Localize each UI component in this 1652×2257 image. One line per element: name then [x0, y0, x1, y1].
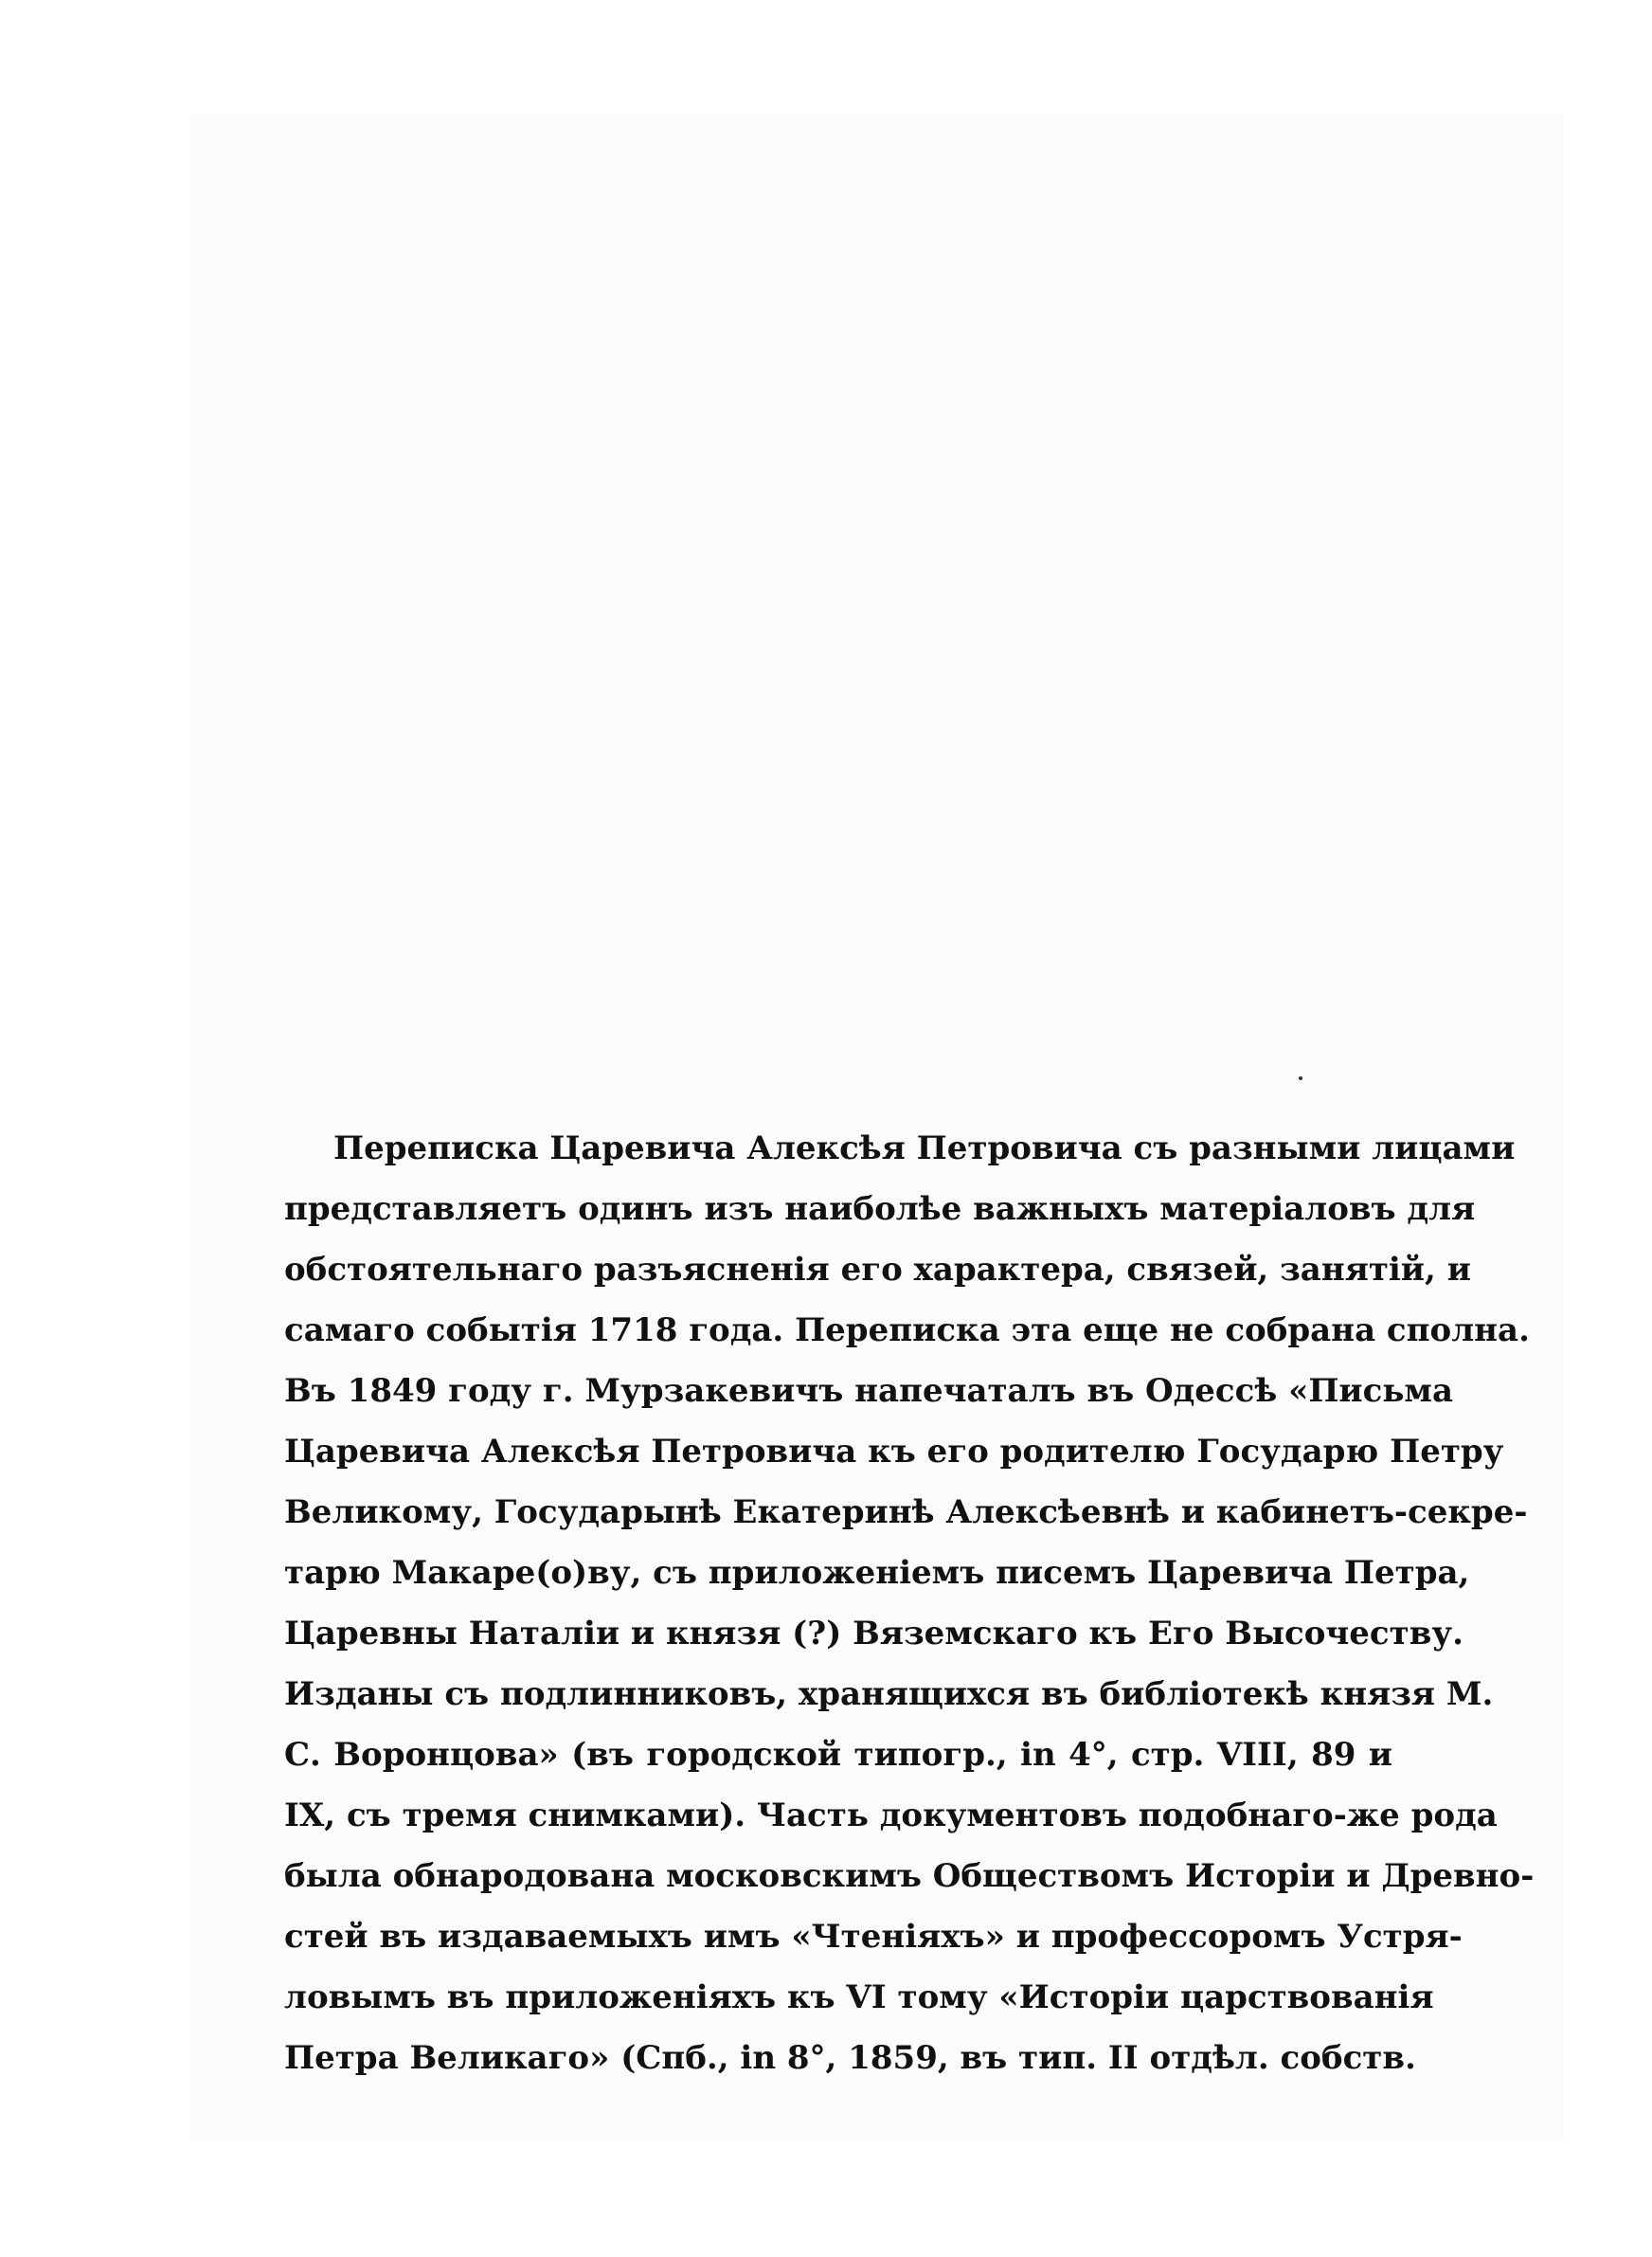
text-line: Царевича Алексѣя Петровича къ его родителю Государю Петру: [284, 1433, 1504, 1471]
text-line: была обнародована московскимъ Обществомъ Исторіи и Древно-: [284, 1857, 1535, 1895]
text-line: представляетъ одинъ изъ наиболѣе важныхъ матеріаловъ для: [284, 1190, 1476, 1228]
text-line: Царевны Наталіи и князя (?) Вяземскаго къ Его Высочеству.: [284, 1615, 1463, 1652]
text-line: С. Воронцова» (въ городской типогр., in 4°, стр. VIII, 89 и: [284, 1736, 1392, 1774]
text-line: тарю Макаре(о)ву, съ приложеніемъ писемъ Царевича Петра,: [284, 1554, 1470, 1592]
text-line: самаго событія 1718 года. Переписка эта еще не собрана сполна.: [284, 1311, 1530, 1349]
text-line: Изданы съ подлинниковъ, хранящихся въ библіотекѣ князя М.: [284, 1675, 1494, 1713]
text-line: Петра Великаго» (Спб., in 8°, 1859, въ тип. II отдѣл. собств.: [284, 2039, 1416, 2077]
text-line: Великому, Государынѣ Екатеринѣ Алексѣевнѣ и кабинетъ-секре-: [284, 1493, 1528, 1531]
text-line: ловымъ въ приложеніяхъ къ VI тому «Исторіи царствованія: [284, 1978, 1434, 2016]
text-line: стей въ издаваемыхъ имъ «Чтеніяхъ» и профессоромъ Устря-: [284, 1918, 1463, 1956]
body-paragraph: [284, 1118, 1535, 2088]
text-line: Въ 1849 году г. Мурзакевичъ напечаталъ въ Одессѣ «Письма: [284, 1372, 1453, 1410]
text-line: Переписка Царевича Алексѣя Петровича съ разными лицами: [333, 1129, 1516, 1167]
text-line: обстоятельнаго разъясненія его характера, связей, занятій, и: [284, 1251, 1471, 1289]
stray-ink-dot: [1299, 1076, 1302, 1080]
text-line: IX, съ тремя снимками). Часть документовъ подобнаго-же рода: [284, 1797, 1498, 1834]
